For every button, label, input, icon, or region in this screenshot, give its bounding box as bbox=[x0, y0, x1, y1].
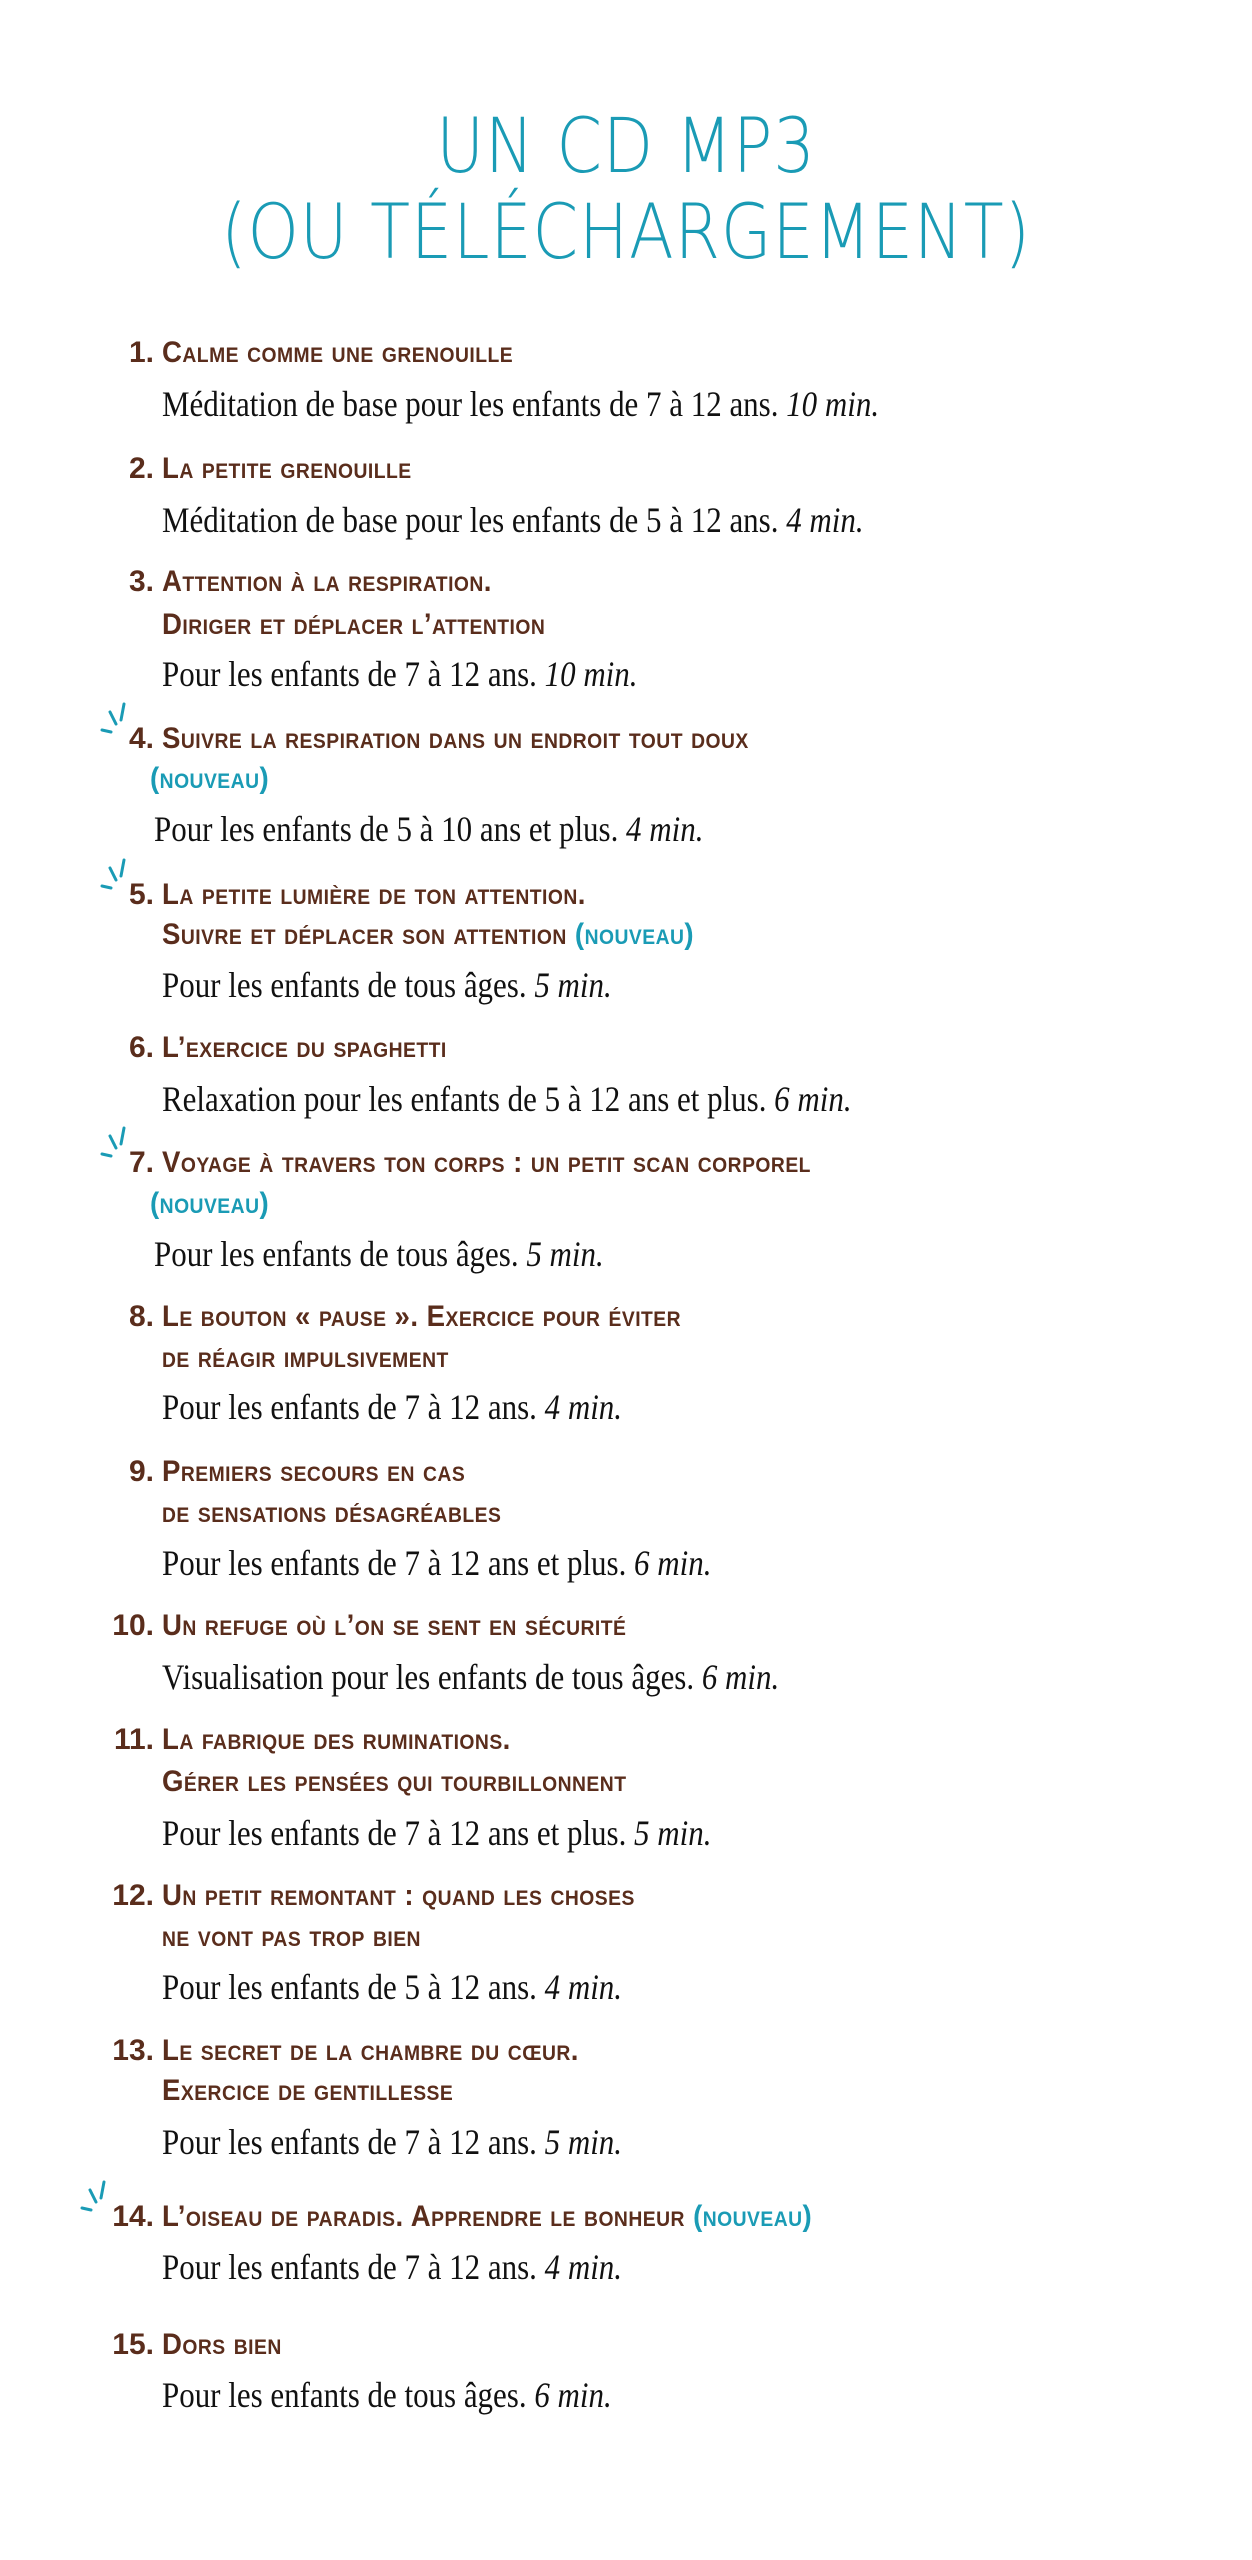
description-text: Pour les enfants de tous âges. bbox=[162, 965, 527, 1005]
duration: 10 min. bbox=[786, 384, 880, 424]
description-text: Méditation de base pour les enfants de 5 à 12 ans. bbox=[162, 500, 779, 540]
new-badge: (nouveau) bbox=[574, 918, 695, 951]
track-description bbox=[162, 1389, 622, 1425]
track-title bbox=[162, 2330, 282, 2360]
track-title-text: Un petit remontant : quand les choses bbox=[162, 1879, 635, 1912]
duration: 4 min. bbox=[786, 500, 864, 540]
duration: 5 min. bbox=[544, 2122, 623, 2162]
track-title-text: Suivre la respiration dans un endroit tout doux bbox=[162, 722, 749, 755]
duration: 4 min. bbox=[544, 1967, 623, 2007]
track-title-line-2 bbox=[162, 1343, 449, 1373]
new-burst-icon bbox=[100, 1124, 136, 1158]
duration: 6 min. bbox=[774, 1079, 852, 1119]
track-title-text: Suivre et déplacer son attention bbox=[162, 918, 567, 951]
description-text: Relaxation pour les enfants de 5 à 12 ans et plus. bbox=[162, 1079, 767, 1119]
track-title bbox=[162, 2036, 579, 2066]
new-burst-icon bbox=[100, 856, 136, 890]
track-number: 12. bbox=[112, 1879, 154, 1912]
track-title-text: La petite lumière de ton attention. bbox=[162, 878, 586, 911]
track-title-text: Le secret de la chambre du cœur. bbox=[162, 2034, 579, 2067]
track-title bbox=[162, 454, 412, 484]
track-description bbox=[162, 502, 864, 538]
track-title-line-2 bbox=[162, 1922, 421, 1952]
track-description bbox=[162, 1815, 711, 1851]
new-burst-icon bbox=[80, 2178, 116, 2212]
track-number: 9. bbox=[128, 1455, 154, 1488]
description-text: Pour les enfants de 7 à 12 ans. bbox=[162, 654, 537, 694]
track-title bbox=[162, 880, 586, 910]
description-text: Visualisation pour les enfants de tous âges. bbox=[162, 1657, 695, 1697]
track-title bbox=[162, 338, 513, 368]
duration: 5 min. bbox=[526, 1234, 604, 1274]
track-title-line-2 bbox=[162, 610, 545, 640]
description-text: Pour les enfants de 7 à 12 ans et plus. bbox=[162, 1543, 627, 1583]
track-title-text: de sensations désagréables bbox=[162, 1496, 502, 1529]
track-number: 3. bbox=[128, 565, 154, 598]
duration: 5 min. bbox=[634, 1813, 712, 1853]
track-number: 4. bbox=[128, 722, 154, 755]
description-text: Pour les enfants de 5 à 10 ans et plus. bbox=[154, 809, 619, 849]
track-title-text: Dors bien bbox=[162, 2328, 282, 2361]
track-title-text: Diriger et déplacer l’attention bbox=[162, 608, 546, 641]
description-text: Pour les enfants de 7 à 12 ans. bbox=[162, 2122, 537, 2162]
track-title-line-2 bbox=[162, 1498, 501, 1528]
duration: 6 min. bbox=[701, 1657, 780, 1697]
track-description bbox=[162, 1659, 779, 1695]
track-title bbox=[162, 1302, 681, 1332]
description-text: Pour les enfants de 7 à 12 ans et plus. bbox=[162, 1813, 627, 1853]
track-title-text: La petite grenouille bbox=[162, 452, 412, 485]
track-title bbox=[162, 1457, 465, 1487]
track-description bbox=[162, 386, 879, 422]
track-title-text: Exercice de gentillesse bbox=[162, 2074, 454, 2107]
track-number: 2. bbox=[128, 452, 154, 485]
track-number: 8. bbox=[128, 1300, 154, 1333]
track-title-text: Calme comme une grenouille bbox=[162, 336, 514, 369]
track-title-text: L’exercice du spaghetti bbox=[162, 1031, 447, 1064]
duration: 5 min. bbox=[534, 965, 612, 1005]
track-title-text: Voyage à travers ton corps : un petit scan corporel bbox=[162, 1146, 811, 1179]
track-description bbox=[162, 656, 637, 692]
duration: 4 min. bbox=[544, 1387, 623, 1427]
duration: 4 min. bbox=[626, 809, 704, 849]
track-number: 15. bbox=[112, 2328, 154, 2361]
duration: 6 min. bbox=[534, 2375, 612, 2415]
description-text: Pour les enfants de tous âges. bbox=[154, 1234, 519, 1274]
track-description bbox=[162, 1969, 622, 2005]
track-title-text: L’oiseau de paradis. Apprendre le bonheur bbox=[162, 2200, 685, 2233]
track-description bbox=[162, 2249, 622, 2285]
duration: 6 min. bbox=[634, 1543, 712, 1583]
track-title-text: Attention à la respiration. bbox=[162, 565, 492, 598]
track-title bbox=[162, 1881, 635, 1911]
track-number: 7. bbox=[128, 1146, 154, 1179]
duration: 4 min. bbox=[544, 2247, 623, 2287]
description-text: Pour les enfants de 5 à 12 ans. bbox=[162, 1967, 537, 2007]
track-title-text: de réagir impulsivement bbox=[162, 1341, 449, 1374]
track-title bbox=[162, 1725, 511, 1755]
track-number: 11. bbox=[113, 1723, 154, 1756]
track-description bbox=[162, 1545, 711, 1581]
track-description bbox=[154, 811, 703, 847]
description-text: Pour les enfants de 7 à 12 ans. bbox=[162, 1387, 537, 1427]
new-badge: (nouveau) bbox=[693, 2200, 813, 2233]
track-title-text: Le bouton « pause ». Exercice pour éviter bbox=[162, 1300, 682, 1333]
track-title bbox=[162, 724, 749, 754]
track-number: 13. bbox=[112, 2034, 154, 2067]
track-title-text: ne vont pas trop bien bbox=[162, 1920, 421, 1953]
track-description bbox=[162, 2377, 612, 2413]
description-text: Méditation de base pour les enfants de 7 à 12 ans. bbox=[162, 384, 779, 424]
track-title bbox=[162, 1611, 626, 1641]
track-title-line-2 bbox=[162, 2076, 453, 2106]
track-title-text: Premiers secours en cas bbox=[162, 1455, 466, 1488]
track-title-text: Un refuge où l’on se sent en sécurité bbox=[162, 1609, 627, 1642]
track-title-line-2 bbox=[162, 1767, 626, 1797]
track-title-text: La fabrique des ruminations. bbox=[162, 1723, 511, 1756]
new-badge: (nouveau) bbox=[150, 762, 270, 795]
track-title-line-2 bbox=[162, 920, 694, 950]
track-description bbox=[162, 967, 612, 1003]
track-description bbox=[162, 1081, 852, 1117]
track-title bbox=[162, 1033, 447, 1063]
track-title bbox=[162, 1148, 811, 1178]
description-text: Pour les enfants de tous âges. bbox=[162, 2375, 527, 2415]
track-number: 10. bbox=[112, 1609, 154, 1642]
title-line-1: UN CD MP3 bbox=[436, 101, 816, 190]
track-description bbox=[154, 1236, 604, 1272]
track-number: 1. bbox=[128, 336, 154, 369]
track-title bbox=[162, 567, 492, 597]
track-number: 6. bbox=[128, 1031, 154, 1064]
new-badge: (nouveau) bbox=[150, 1187, 270, 1220]
duration: 10 min. bbox=[544, 654, 638, 694]
track-number: 14. bbox=[112, 2200, 154, 2233]
title-line-2: (OU TÉLÉCHARGEMENT) bbox=[221, 187, 1031, 276]
track-title-text: Gérer les pensées qui tourbillonnent bbox=[162, 1765, 627, 1798]
track-number: 5. bbox=[128, 878, 154, 911]
description-text: Pour les enfants de 7 à 12 ans. bbox=[162, 2247, 537, 2287]
new-burst-icon bbox=[100, 700, 136, 734]
track-title bbox=[162, 2202, 812, 2232]
track-description bbox=[162, 2124, 622, 2160]
